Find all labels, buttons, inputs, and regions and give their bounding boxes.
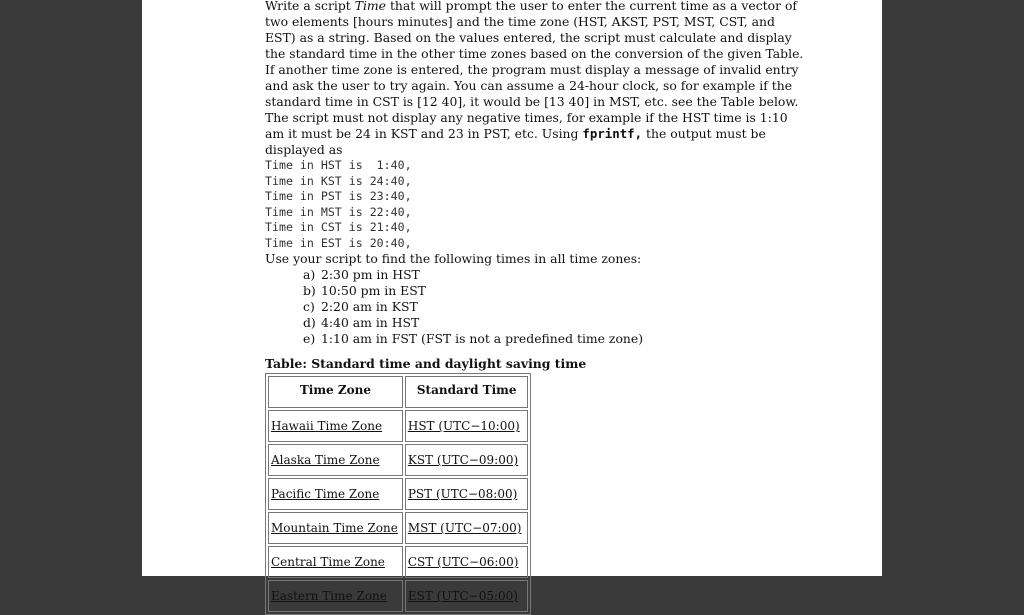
table-row [268, 444, 528, 476]
intro-part2: that will prompt the user to enter the current time as a vector of two elements [hours minutes] and the time zone (HST, AKST, PST, MST, CST, and EST) as a string. Based on the values entered, the script must calculate and display the standard time in the other time zones based on the conversion of the given Table. If another time zone is entered, the program must display a message of invalid entry and ask the user to try again. You can assume a 24-hour clock, so for example if the standard time in CST is [12 40], it would be [13 40] in MST, etc. see the Table below. The script must not display any negative times, for example if the HST time is 1:10 am it must be 24 in KST and 23 in PST, etc. Using [265, 0, 804, 141]
task-letter: b) [303, 283, 316, 298]
table-row [268, 580, 528, 612]
task-text: 2:30 pm in HST [321, 267, 420, 282]
task-text: 2:20 am in KST [321, 299, 418, 314]
table-row [268, 512, 528, 544]
task-item [303, 283, 805, 299]
table-row [268, 478, 528, 510]
task-item [303, 299, 805, 315]
zone-name-cell: Eastern Time Zone [268, 580, 403, 612]
table-header-row [268, 376, 528, 408]
task-list [265, 267, 805, 347]
output-example [265, 158, 805, 251]
output-line: Time in CST is 21:40, [265, 220, 412, 234]
output-line: Time in PST is 23:40, [265, 189, 412, 203]
output-line: Time in MST is 22:40, [265, 204, 412, 219]
standard-time-cell: PST (UTC−08:00) [405, 478, 529, 510]
task-letter: e) [303, 331, 316, 346]
standard-time-cell: MST (UTC−07:00) [405, 512, 529, 544]
table-row [268, 410, 528, 442]
output-line: Time in HST is 1:40, [265, 158, 412, 172]
standard-time-cell: KST (UTC−09:00) [405, 444, 529, 476]
standard-time-cell: CST (UTC−06:00) [405, 546, 529, 578]
task-text: 1:10 am in FST (FST is not a predefined time zone) [321, 331, 644, 346]
column-header-standard-time: Standard Time [405, 376, 529, 408]
intro-paragraph [265, 0, 805, 158]
output-line: Time in KST is 24:40, [265, 173, 412, 188]
table-row [268, 546, 528, 578]
zone-name-cell: Central Time Zone [268, 546, 403, 578]
task-letter: d) [303, 315, 316, 330]
task-text: 4:40 am in HST [321, 315, 420, 330]
zone-name-cell: Alaska Time Zone [268, 444, 403, 476]
intro-part1: Write a script [265, 0, 355, 13]
task-letter: c) [303, 299, 315, 314]
script-name: Time [354, 0, 386, 13]
task-item [303, 331, 805, 347]
fprintf-code: fprintf, [582, 126, 643, 141]
zone-name-cell: Mountain Time Zone [268, 512, 403, 544]
task-letter: a) [303, 267, 316, 282]
table-caption: Table: Standard time and daylight saving time [265, 356, 587, 371]
standard-time-cell: HST (UTC−10:00) [405, 410, 529, 442]
task-text: 10:50 pm in EST [321, 283, 426, 298]
zone-name-cell: Pacific Time Zone [268, 478, 403, 510]
zone-name-cell: Hawaii Time Zone [268, 410, 403, 442]
intro-part3: the output must be displayed as [265, 126, 766, 157]
task-item [303, 267, 805, 283]
document-page [142, 0, 882, 603]
task-item [303, 315, 805, 331]
column-header-time-zone: Time Zone [268, 376, 403, 408]
time-zone-table [265, 373, 531, 615]
standard-time-cell: EST (UTC−05:00) [405, 580, 529, 612]
use-script-text: Use your script to find the following times in all time zones: [265, 251, 642, 266]
output-line: Time in EST is 20:40, [265, 235, 412, 250]
document-content [265, 0, 805, 615]
